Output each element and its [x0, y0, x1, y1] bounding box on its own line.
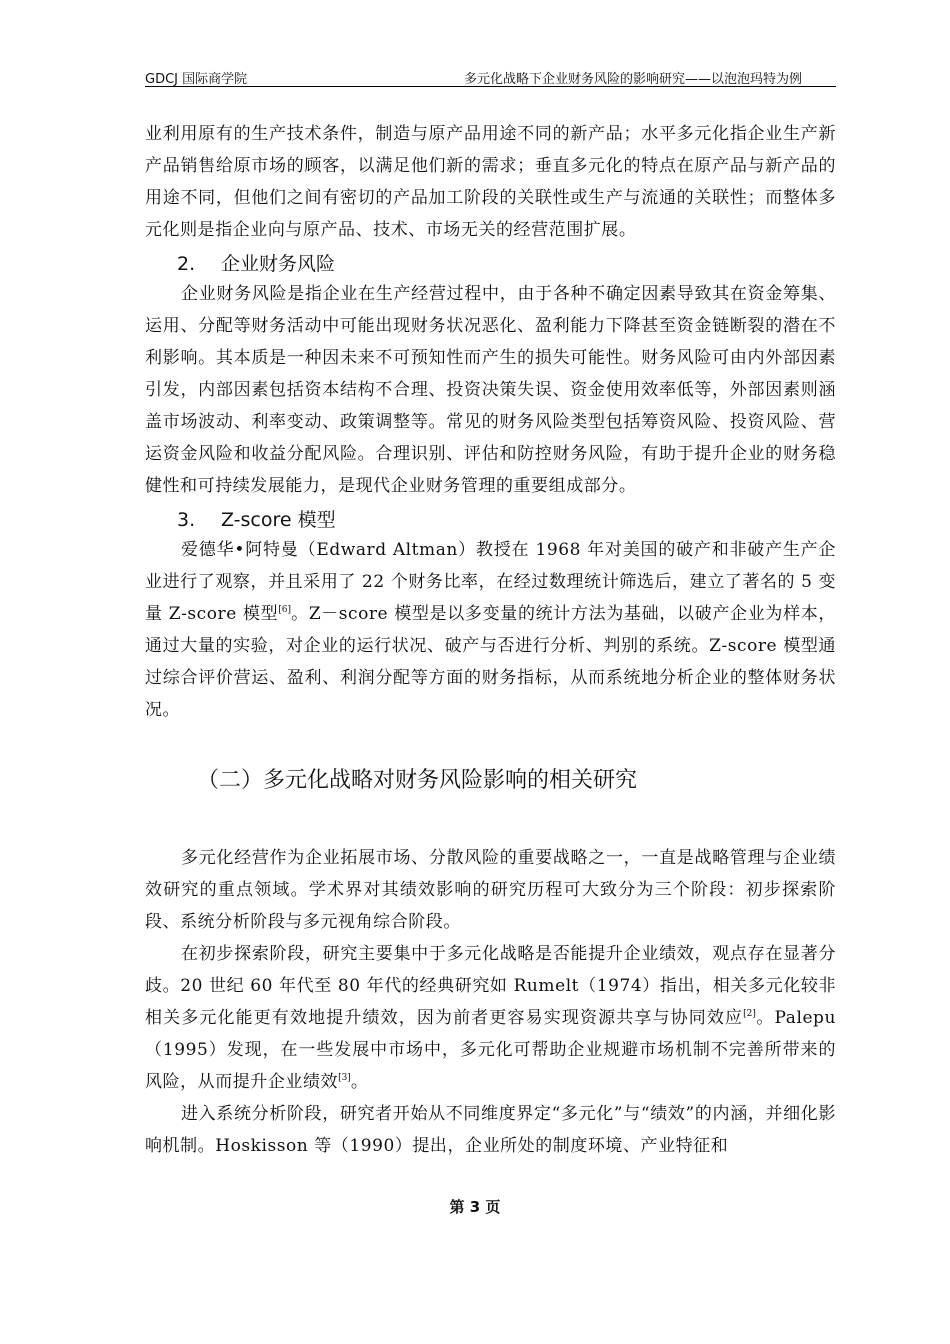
- header-title: 多元化战略下企业财务风险的影响研究——以泡泡玛特为例: [463, 72, 802, 87]
- citation-ref: [6]: [278, 605, 292, 615]
- paragraph-stage-two: 进入系统分析阶段，研究者开始从不同维度界定“多元化”与“绩效”的内涵，并细化影响机制。Hoskisson 等（1990）提出，企业所处的制度环境、产业特征和: [145, 1104, 836, 1156]
- zscore-text-a: 爱德华•阿特曼（Edward Altman）教授在 1968 年对美国的破产和非破产生产企业进行了观察，并且采用了 22 个财务比率，在经过数理统计筛选后，建立了著名的 5 变量 Z-score 模型: [145, 540, 836, 624]
- page-number: 第 3 页: [449, 1198, 501, 1216]
- header-school: GDCJ 国际商学院: [145, 72, 248, 87]
- paragraph-financial-risk: 企业财务风险是指企业在生产经营过程中，由于各种不确定因素导致其在资金筹集、运用、分配等财务活动中可能出现财务状况恶化、盈利能力下降甚至资金链断裂的潜在不利影响。其本质是一种因未来不可预知性而产生的损失可能性。财务风险可由内外部因素引发，内部因素包括资本结构不合理、投资决策失误、资金使用效率低等，外部因素则涵盖市场波动、利率变动、政策调整等。常见的财务风险类型包括筹资风险、投资风险、营运资金风险和收益分配风险。合理识别、评估和防控财务风险，有助于提升企业的财务稳健性和可持续发展能力，是现代企业财务管理的重要组成部分。: [145, 284, 836, 496]
- zscore-text-b: 。Z－score 模型是以多变量的统计方法为基础，以破产企业为样本，通过大量的实验，对企业的运行状况、破产与否进行分析、判别的系统。Z-score 模型通过综合评价营运、盈利、利润分配等方面的财务指标，从而系统地分析企业的整体财务状况。: [145, 604, 836, 720]
- section-title: Z-score 模型: [221, 509, 336, 531]
- section-number: 3.: [177, 509, 196, 531]
- stage-one-text-a: 在初步探索阶段，研究主要集中于多元化战略是否能提升企业绩效，观点存在显著分歧。20 世纪 60 年代至 80 年代的经典研究如 Rumelt（1974）指出，相关多元化较非相关多元化能更有效地提升绩效，因为前者更容易实现资源共享与协同效应: [145, 944, 836, 1028]
- paragraph-zscore: [145, 534, 836, 726]
- section-number: 2.: [177, 253, 196, 275]
- stage-one-text-c: 。: [350, 1072, 369, 1092]
- stage-one-text-b: 。Palepu（1995）发现，在一些发展中市场中，多元化可帮助企业规避市场机制不完善所带来的风险，从而提升企业绩效: [145, 1008, 836, 1092]
- section-heading-zscore: [145, 502, 836, 534]
- citation-ref: [2]: [743, 1009, 756, 1019]
- paragraph-diversification-types: 业利用原有的生产技术条件，制造与原产品用途不同的新产品；水平多元化指企业生产新产品销售给原市场的顾客，以满足他们新的需求；垂直多元化的特点在原产品与新产品的用途不同，但他们之间有密切的产品加工阶段的关联性或生产与流通的关联性；而整体多元化则是指企业向与原产品、技术、市场无关的经营范围扩展。: [145, 124, 836, 240]
- subchapter-heading: （二）多元化战略对财务风险影响的相关研究: [197, 768, 638, 793]
- paragraph-stage-one: [145, 938, 836, 1098]
- page-header: [145, 64, 836, 87]
- section-heading-financial-risk: [145, 246, 836, 278]
- citation-ref: [3]: [338, 1073, 351, 1083]
- paragraph-intro: 多元化经营作为企业拓展市场、分散风险的重要战略之一，一直是战略管理与企业绩效研究的重点领域。学术界对其绩效影响的研究历程可大致分为三个阶段：初步探索阶段、系统分析阶段与多元视角综合阶段。: [145, 848, 836, 932]
- page-body: [145, 118, 836, 1162]
- section-title: 企业财务风险: [221, 253, 336, 275]
